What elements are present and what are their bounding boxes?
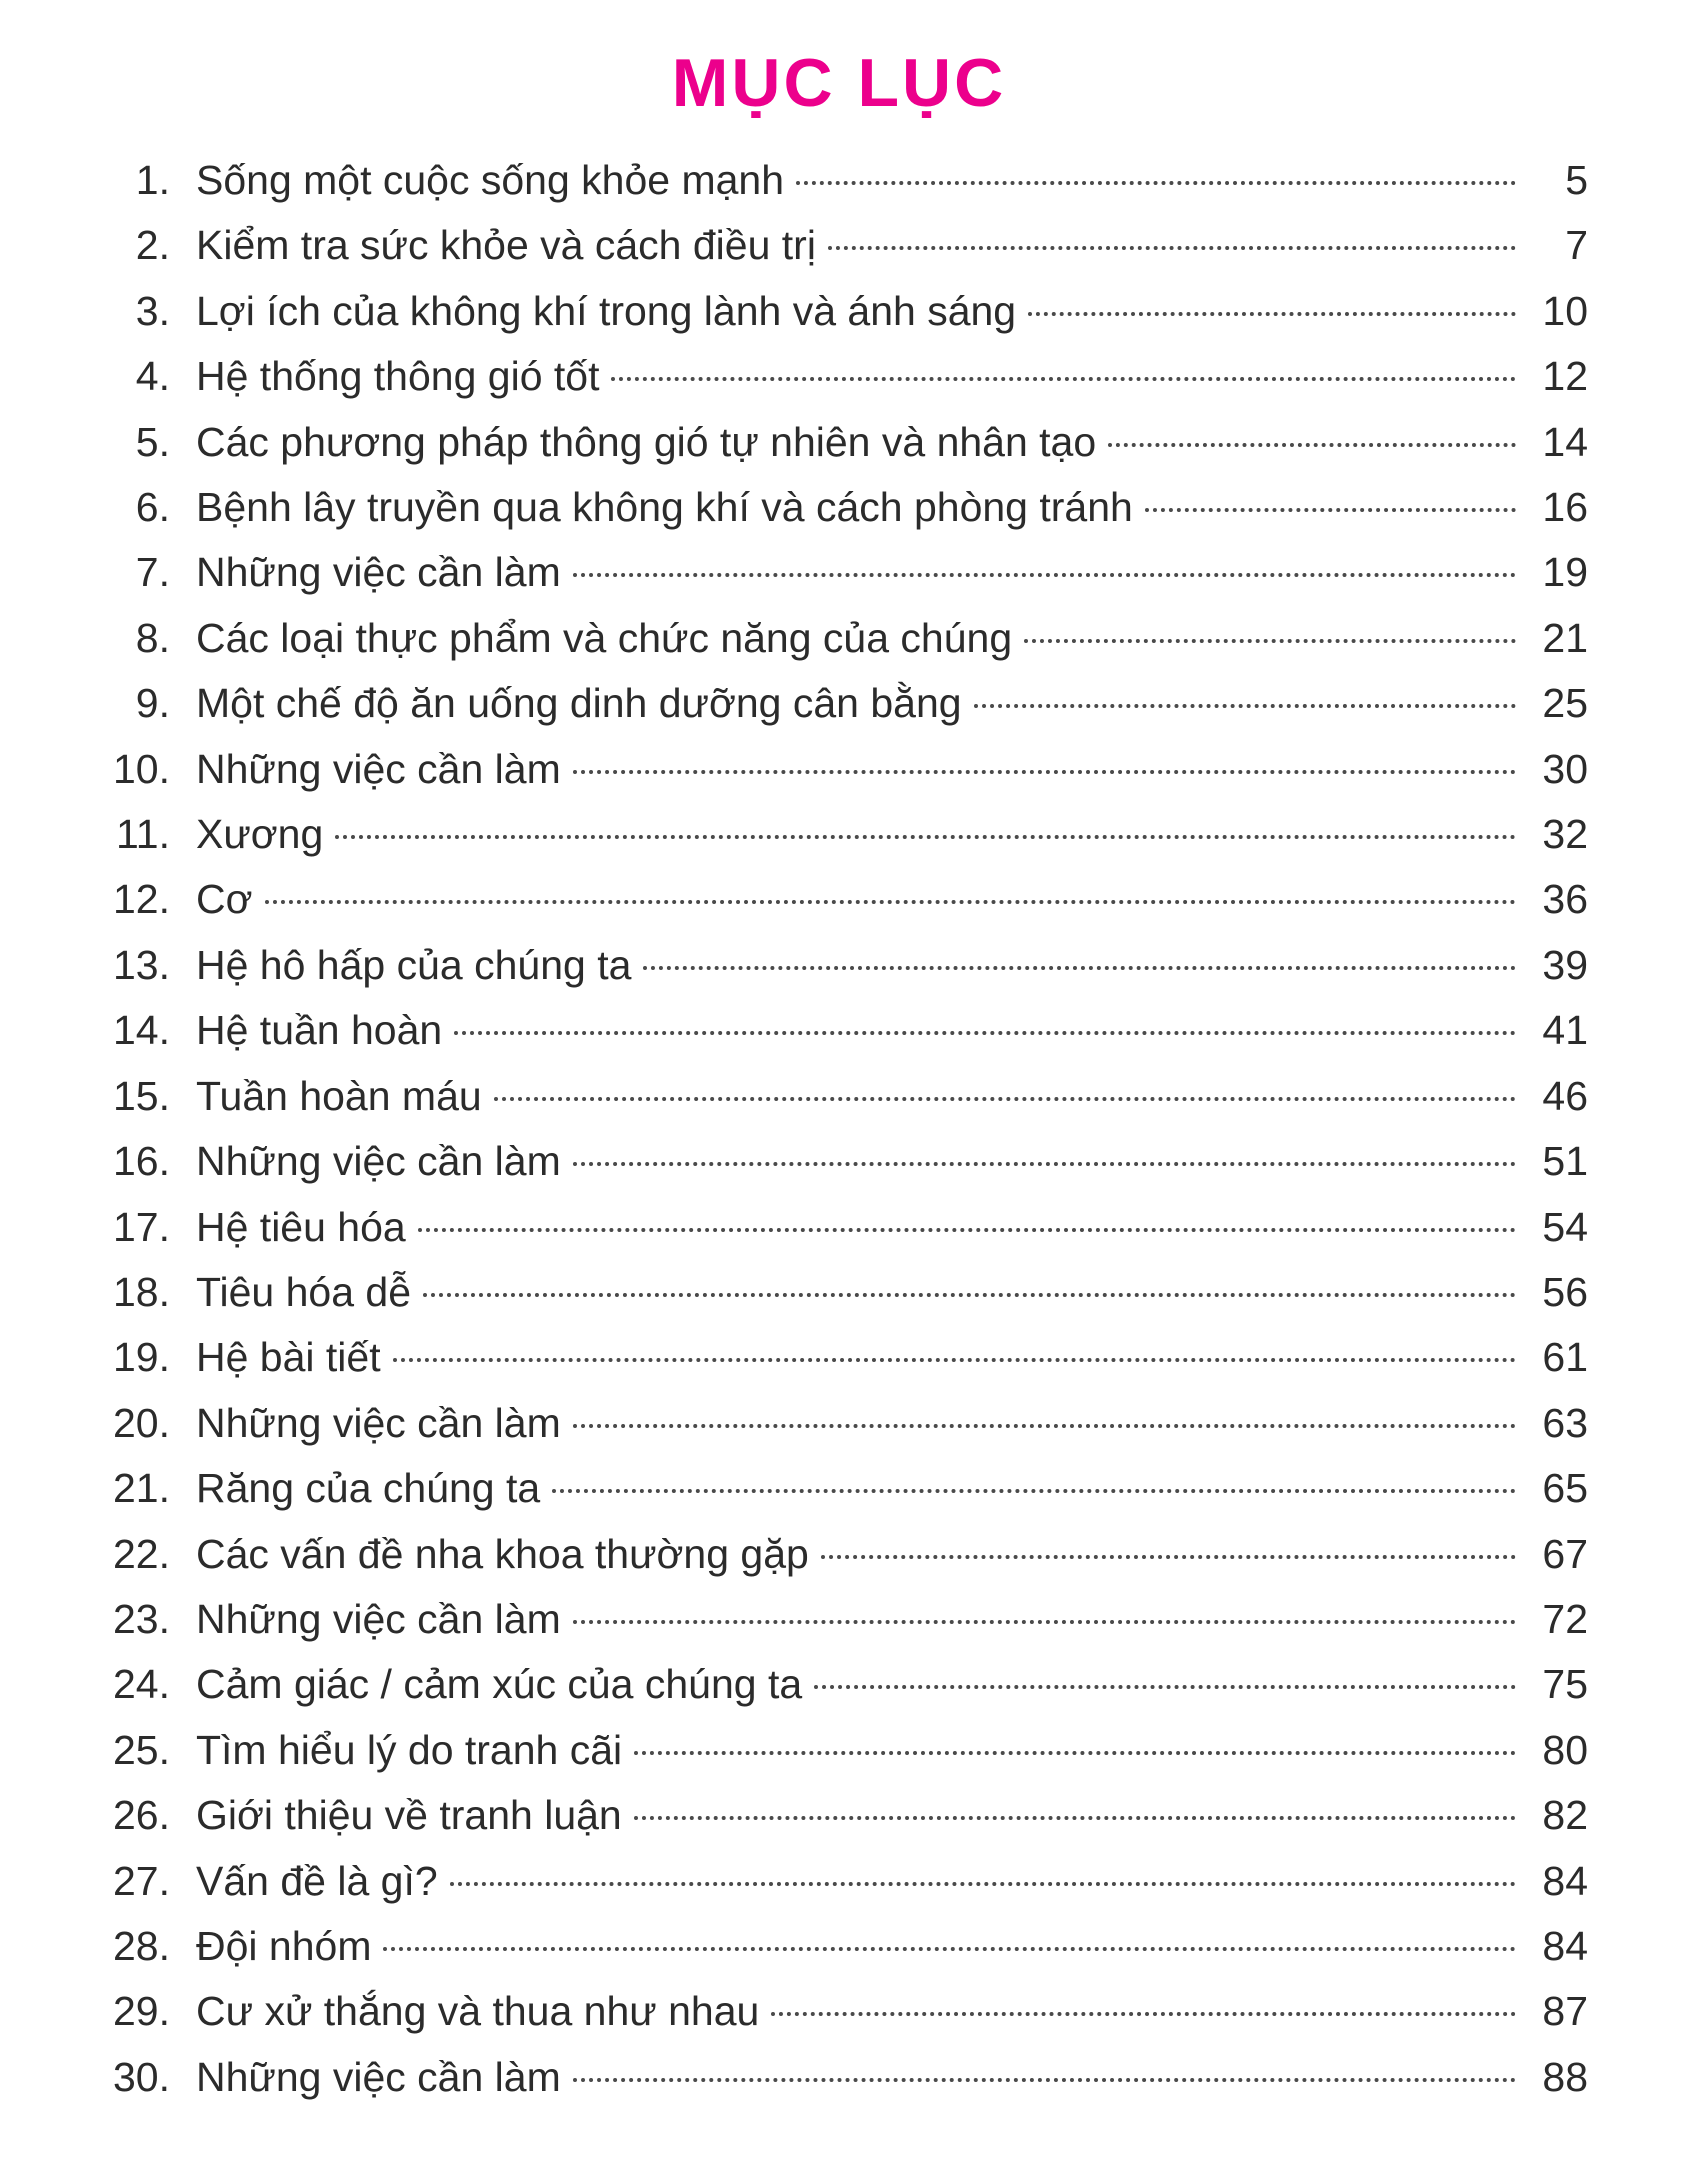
toc-entry <box>90 737 1588 802</box>
entry-page: 19 <box>1542 549 1588 596</box>
entry-title: Tiêu hóa dễ <box>196 1268 412 1315</box>
dot-leader <box>552 1489 1516 1493</box>
entry-number: 27. <box>113 1857 170 1904</box>
entry-number: 15. <box>113 1072 170 1119</box>
entry-title: Cư xử thắng và thua như nhau <box>196 1988 760 2035</box>
entry-page: 88 <box>1542 2053 1588 2100</box>
entry-number: 6. <box>135 484 170 531</box>
entry-page: 75 <box>1542 1661 1588 1708</box>
entry-number: 3. <box>135 287 170 334</box>
entry-page: 14 <box>1542 418 1588 465</box>
entry-title: Các vấn đề nha khoa thường gặp <box>196 1530 809 1577</box>
entry-page: 72 <box>1542 1595 1588 1642</box>
dot-leader <box>796 181 1516 185</box>
toc-entry <box>90 1391 1588 1456</box>
entry-title: Sống một cuộc sống khỏe mạnh <box>196 157 785 203</box>
entry-number: 19. <box>113 1334 170 1381</box>
entry-number: 12. <box>113 876 170 923</box>
toc-entry <box>90 1718 1588 1783</box>
entry-number: 2. <box>135 222 170 269</box>
entry-page: 25 <box>1542 680 1588 727</box>
dot-leader <box>454 1031 1516 1035</box>
page-title: MỤC LỤC <box>671 45 1007 121</box>
toc-entry <box>90 1849 1588 1914</box>
entry-number: 25. <box>113 1726 170 1773</box>
entry-page: 12 <box>1542 353 1588 400</box>
entry-title: Cảm giác / cảm xúc của chúng ta <box>196 1661 803 1708</box>
dot-leader <box>265 900 1517 904</box>
toc-entry <box>90 1783 1588 1848</box>
entry-title: Cơ <box>196 876 253 923</box>
dot-leader <box>573 1620 1516 1624</box>
dot-leader <box>634 1816 1516 1820</box>
dot-leader <box>573 573 1516 577</box>
entry-title: Các phương pháp thông gió tự nhiên và nhân tạo <box>196 418 1097 465</box>
toc-entry <box>90 213 1588 278</box>
entry-number: 23. <box>113 1595 170 1642</box>
dot-leader <box>573 770 1516 774</box>
entry-page: 65 <box>1542 1465 1588 1512</box>
entry-page: 7 <box>1565 222 1588 269</box>
entry-number: 4. <box>135 353 170 400</box>
toc-list <box>90 148 1588 2110</box>
entry-title: Đội nhóm <box>196 1922 372 1969</box>
entry-title: Hệ tuần hoàn <box>196 1007 443 1054</box>
toc-entry <box>90 1652 1588 1717</box>
toc-entry <box>90 344 1588 409</box>
toc-entry <box>90 933 1588 998</box>
toc-entry <box>90 1325 1588 1390</box>
dot-leader <box>1145 508 1516 512</box>
entry-number: 20. <box>113 1399 170 1446</box>
entry-number: 11. <box>116 811 170 858</box>
entry-page: 61 <box>1542 1334 1588 1381</box>
entry-title: Tuần hoàn máu <box>196 1072 482 1119</box>
toc-entry <box>90 148 1588 213</box>
entry-number: 14. <box>113 1007 170 1054</box>
entry-page: 30 <box>1542 745 1588 792</box>
toc-entry <box>90 671 1588 736</box>
toc-entry <box>90 867 1588 932</box>
dot-leader <box>974 704 1516 708</box>
toc-entry <box>90 1587 1588 1652</box>
entry-page: 63 <box>1542 1399 1588 1446</box>
entry-number: 26. <box>113 1792 170 1839</box>
toc-entry <box>90 1914 1588 1979</box>
entry-title: Vấn đề là gì? <box>196 1857 438 1904</box>
entry-page: 82 <box>1542 1792 1588 1839</box>
entry-page: 67 <box>1542 1530 1588 1577</box>
dot-leader <box>573 2078 1516 2082</box>
dot-leader <box>573 1162 1516 1166</box>
entry-number: 5. <box>135 418 170 465</box>
toc-entry <box>90 1064 1588 1129</box>
dot-leader <box>634 1751 1516 1755</box>
entry-title: Tìm hiểu lý do tranh cãi <box>196 1726 623 1773</box>
entry-title: Hệ bài tiết <box>196 1334 381 1381</box>
entry-page: 39 <box>1542 941 1588 988</box>
toc-entry <box>90 1195 1588 1260</box>
entry-number: 8. <box>135 614 170 661</box>
dot-leader <box>1024 639 1516 643</box>
entry-number: 13. <box>113 941 170 988</box>
toc-entry <box>90 410 1588 475</box>
toc-entry <box>90 475 1588 540</box>
entry-title: Hệ hô hấp của chúng ta <box>196 941 632 988</box>
dot-leader <box>335 835 1516 839</box>
dot-leader <box>814 1685 1516 1689</box>
entry-title: Những việc cần làm <box>196 1399 561 1446</box>
entry-page: 16 <box>1542 484 1588 531</box>
entry-title: Các loại thực phẩm và chức năng của chúng <box>196 614 1013 661</box>
entry-page: 46 <box>1542 1072 1588 1119</box>
entry-number: 17. <box>113 1203 170 1250</box>
entry-title: Bệnh lây truyền qua không khí và cách phòng tránh <box>196 484 1133 531</box>
entry-page: 51 <box>1542 1138 1588 1185</box>
entry-number: 10. <box>113 745 170 792</box>
entry-number: 16. <box>113 1138 170 1185</box>
dot-leader <box>450 1882 1516 1886</box>
entry-page: 32 <box>1542 811 1588 858</box>
dot-leader <box>383 1947 1516 1951</box>
entry-title: Xương <box>196 811 324 858</box>
entry-number: 1. <box>135 157 170 203</box>
dot-leader <box>771 2012 1516 2016</box>
entry-title: Hệ tiêu hóa <box>196 1203 406 1250</box>
toc-entry <box>90 279 1588 344</box>
dot-leader <box>423 1293 1516 1297</box>
entry-page: 21 <box>1542 614 1588 661</box>
toc-entry <box>90 1260 1588 1325</box>
entry-title: Những việc cần làm <box>196 2053 561 2100</box>
entry-title: Những việc cần làm <box>196 745 561 792</box>
entry-number: 18. <box>113 1268 170 1315</box>
entry-title: Một chế độ ăn uống dinh dưỡng cân bằng <box>196 680 962 727</box>
entry-page: 87 <box>1542 1988 1588 2035</box>
dot-leader <box>494 1097 1516 1101</box>
entry-page: 80 <box>1542 1726 1588 1773</box>
entry-title: Những việc cần làm <box>196 1138 561 1185</box>
entry-title: Hệ thống thông gió tốt <box>196 353 600 400</box>
entry-number: 7. <box>135 549 170 596</box>
entry-page: 84 <box>1542 1857 1588 1904</box>
dot-leader <box>828 246 1516 250</box>
dot-leader <box>1108 443 1516 447</box>
toc-entry <box>90 802 1588 867</box>
dot-leader <box>643 966 1516 970</box>
dot-leader <box>573 1424 1516 1428</box>
entry-page: 36 <box>1542 876 1588 923</box>
entry-number: 28. <box>113 1922 170 1969</box>
entry-page: 10 <box>1542 287 1588 334</box>
toc-entry <box>90 1129 1588 1194</box>
entry-page: 84 <box>1542 1922 1588 1969</box>
dot-leader <box>821 1555 1516 1559</box>
entry-number: 30. <box>113 2053 170 2100</box>
dot-leader <box>611 377 1516 381</box>
entry-page: 41 <box>1542 1007 1588 1054</box>
entry-title: Những việc cần làm <box>196 1595 561 1642</box>
toc-entry <box>90 1456 1588 1521</box>
entry-title: Răng của chúng ta <box>196 1465 541 1512</box>
entry-page: 5 <box>1565 157 1588 203</box>
entry-title: Kiểm tra sức khỏe và cách điều trị <box>196 222 816 269</box>
entry-number: 21. <box>113 1465 170 1512</box>
entry-number: 29. <box>113 1988 170 2035</box>
entry-page: 56 <box>1542 1268 1588 1315</box>
entry-page: 54 <box>1542 1203 1588 1250</box>
toc-entry <box>90 998 1588 1063</box>
toc-entry <box>90 2045 1588 2110</box>
dot-leader <box>418 1228 1516 1232</box>
entry-title: Lợi ích của không khí trong lành và ánh sáng <box>196 287 1017 334</box>
entry-title: Những việc cần làm <box>196 549 561 596</box>
entry-title: Giới thiệu về tranh luận <box>196 1792 622 1839</box>
entry-number: 9. <box>135 680 170 727</box>
toc-entry <box>90 540 1588 605</box>
dot-leader <box>393 1358 1516 1362</box>
toc-entry <box>90 606 1588 671</box>
entry-number: 24. <box>113 1661 170 1708</box>
toc-entry <box>90 1979 1588 2044</box>
toc-entry <box>90 1522 1588 1587</box>
entry-number: 22. <box>113 1530 170 1577</box>
dot-leader <box>1028 312 1516 316</box>
